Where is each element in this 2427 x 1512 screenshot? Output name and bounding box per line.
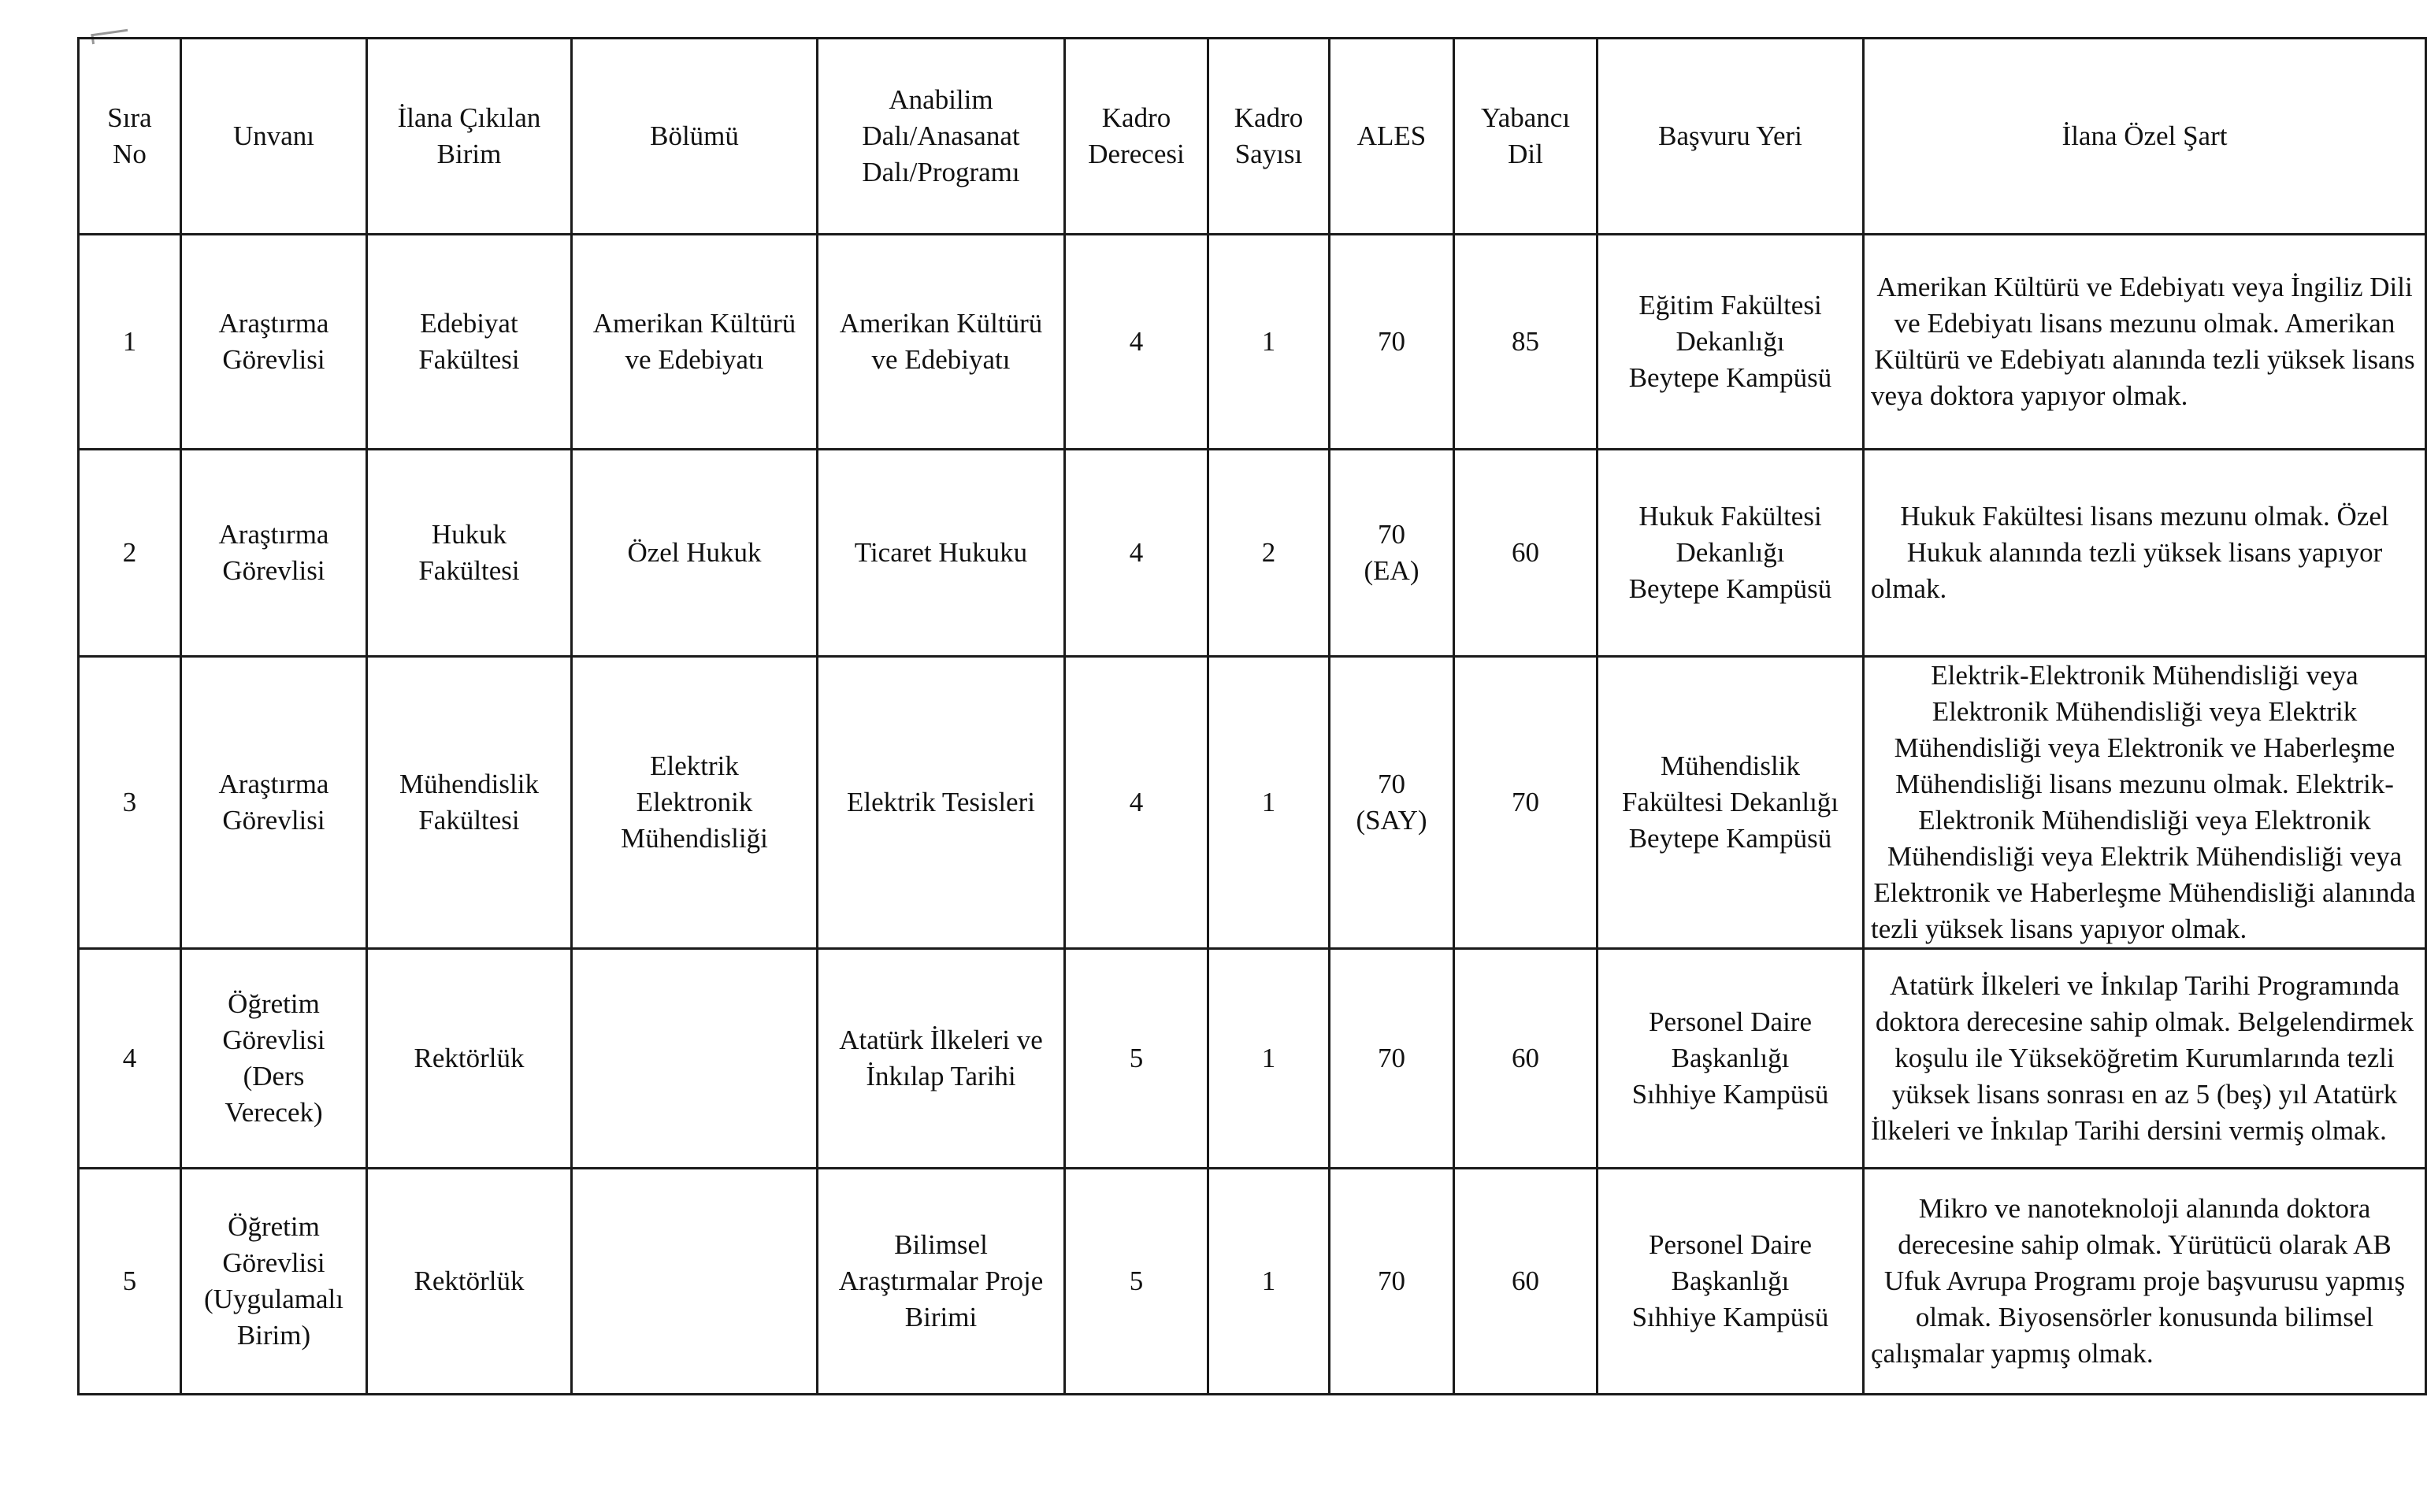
cell-sayi: 1 [1208, 657, 1330, 949]
cell-ales: 70 [1330, 949, 1454, 1169]
cell-dil: 85 [1454, 235, 1598, 450]
header-birim: İlana Çıkılan Birim [367, 39, 572, 235]
cell-birim: Hukuk Fakültesi [367, 450, 572, 657]
cell-dil: 60 [1454, 1169, 1598, 1395]
table-row [79, 949, 2426, 1169]
cell-sayi: 1 [1208, 235, 1330, 450]
job-listing-table [77, 37, 2427, 1395]
header-basvuru-yeri: Başvuru Yeri [1598, 39, 1864, 235]
cell-anabilim: Amerikan Kültürü ve Edebiyatı [818, 235, 1065, 450]
table-row [79, 657, 2426, 949]
cell-bolum: Özel Hukuk [572, 450, 818, 657]
cell-birim: Rektörlük [367, 1169, 572, 1395]
cell-ales: 70 (EA) [1330, 450, 1454, 657]
cell-bolum [572, 949, 818, 1169]
cell-unvan: Öğretim Görevlisi (Uygulamalı Birim) [181, 1169, 367, 1395]
cell-birim: Edebiyat Fakültesi [367, 235, 572, 450]
cell-sira: 2 [79, 450, 181, 657]
cell-unvan: Öğretim Görevlisi (Ders Verecek) [181, 949, 367, 1169]
cell-basvuru: Personel Daire Başkanlığı Sıhhiye Kampüsü [1598, 1169, 1864, 1395]
cell-derece: 4 [1065, 235, 1208, 450]
cell-ozel-sart: Elektrik-Elektronik Mühendisliği veya Elektronik Mühendisliği veya Elektrik Mühendisliği veya Elektronik ve Haberleşme Mühendisliği lisans mezunu olmak. Elektrik-Elektronik Mühendisliği veya Elektronik Mühendisliği veya Elektrik Mühendisliği veya Elektronik ve Haberleşme Mühendisliği alanında tezli yüksek lisans yapıyor olmak. [1864, 657, 2426, 949]
header-unvan: Unvanı [181, 39, 367, 235]
cell-basvuru: Mühendislik Fakültesi Dekanlığı Beytepe Kampüsü [1598, 657, 1864, 949]
cell-ozel-sart: Mikro ve nanoteknoloji alanında doktora derecesine sahip olmak. Yürütücü olarak AB Ufuk Avrupa Programı proje başvurusu yapmış olmak. Biyosensörler konusunda bilimsel çalışmalar yapmış olmak. [1864, 1169, 2426, 1395]
header-kadro-sayisi: Kadro Sayısı [1208, 39, 1330, 235]
cell-unvan: Araştırma Görevlisi [181, 657, 367, 949]
cell-sayi: 2 [1208, 450, 1330, 657]
header-ozel-sart: İlana Özel Şart [1864, 39, 2426, 235]
cell-derece: 4 [1065, 450, 1208, 657]
header-kadro-derecesi: Kadro Derecesi [1065, 39, 1208, 235]
cell-ozel-sart: Amerikan Kültürü ve Edebiyatı veya İngiliz Dili ve Edebiyatı lisans mezunu olmak. Amerikan Kültürü ve Edebiyatı alanında tezli yüksek lisans veya doktora yapıyor olmak. [1864, 235, 2426, 450]
header-yabanci-dil: Yabancı Dil [1454, 39, 1598, 235]
cell-derece: 5 [1065, 949, 1208, 1169]
cell-sayi: 1 [1208, 1169, 1330, 1395]
header-ales: ALES [1330, 39, 1454, 235]
cell-basvuru: Hukuk Fakültesi Dekanlığı Beytepe Kampüsü [1598, 450, 1864, 657]
cell-unvan: Araştırma Görevlisi [181, 235, 367, 450]
cell-basvuru: Personel Daire Başkanlığı Sıhhiye Kampüsü [1598, 949, 1864, 1169]
cell-dil: 60 [1454, 450, 1598, 657]
header-bolum: Bölümü [572, 39, 818, 235]
cell-anabilim: Bilimsel Araştırmalar Proje Birimi [818, 1169, 1065, 1395]
table-row [79, 450, 2426, 657]
cell-sayi: 1 [1208, 949, 1330, 1169]
cell-dil: 60 [1454, 949, 1598, 1169]
cell-sira: 5 [79, 1169, 181, 1395]
cell-anabilim: Atatürk İlkeleri ve İnkılap Tarihi [818, 949, 1065, 1169]
cell-birim: Mühendislik Fakültesi [367, 657, 572, 949]
cell-sira: 4 [79, 949, 181, 1169]
cell-ales: 70 (SAY) [1330, 657, 1454, 949]
cell-bolum: Amerikan Kültürü ve Edebiyatı [572, 235, 818, 450]
cell-basvuru: Eğitim Fakültesi Dekanlığı Beytepe Kampüsü [1598, 235, 1864, 450]
header-anabilim: Anabilim Dalı/Anasanat Dalı/Programı [818, 39, 1065, 235]
header-sira-no: Sıra No [79, 39, 181, 235]
cell-unvan: Araştırma Görevlisi [181, 450, 367, 657]
cell-dil: 70 [1454, 657, 1598, 949]
cell-birim: Rektörlük [367, 949, 572, 1169]
cell-ales: 70 [1330, 235, 1454, 450]
cell-ozel-sart: Atatürk İlkeleri ve İnkılap Tarihi Programında doktora derecesine sahip olmak. Belgelendirmek koşulu ile Yükseköğretim Kurumlarında tezli yüksek lisans sonrası en az 5 (beş) yıl Atatürk İlkeleri ve İnkılap Tarihi dersini vermiş olmak. [1864, 949, 2426, 1169]
table-row [79, 235, 2426, 450]
cell-derece: 5 [1065, 1169, 1208, 1395]
cell-sira: 3 [79, 657, 181, 949]
cell-bolum [572, 1169, 818, 1395]
cell-ales: 70 [1330, 1169, 1454, 1395]
cell-derece: 4 [1065, 657, 1208, 949]
cell-bolum: Elektrik Elektronik Mühendisliği [572, 657, 818, 949]
cell-anabilim: Ticaret Hukuku [818, 450, 1065, 657]
cell-ozel-sart: Hukuk Fakültesi lisans mezunu olmak. Özel Hukuk alanında tezli yüksek lisans yapıyor olmak. [1864, 450, 2426, 657]
table-header-row [79, 39, 2426, 235]
cell-sira: 1 [79, 235, 181, 450]
cell-anabilim: Elektrik Tesisleri [818, 657, 1065, 949]
table-row [79, 1169, 2426, 1395]
